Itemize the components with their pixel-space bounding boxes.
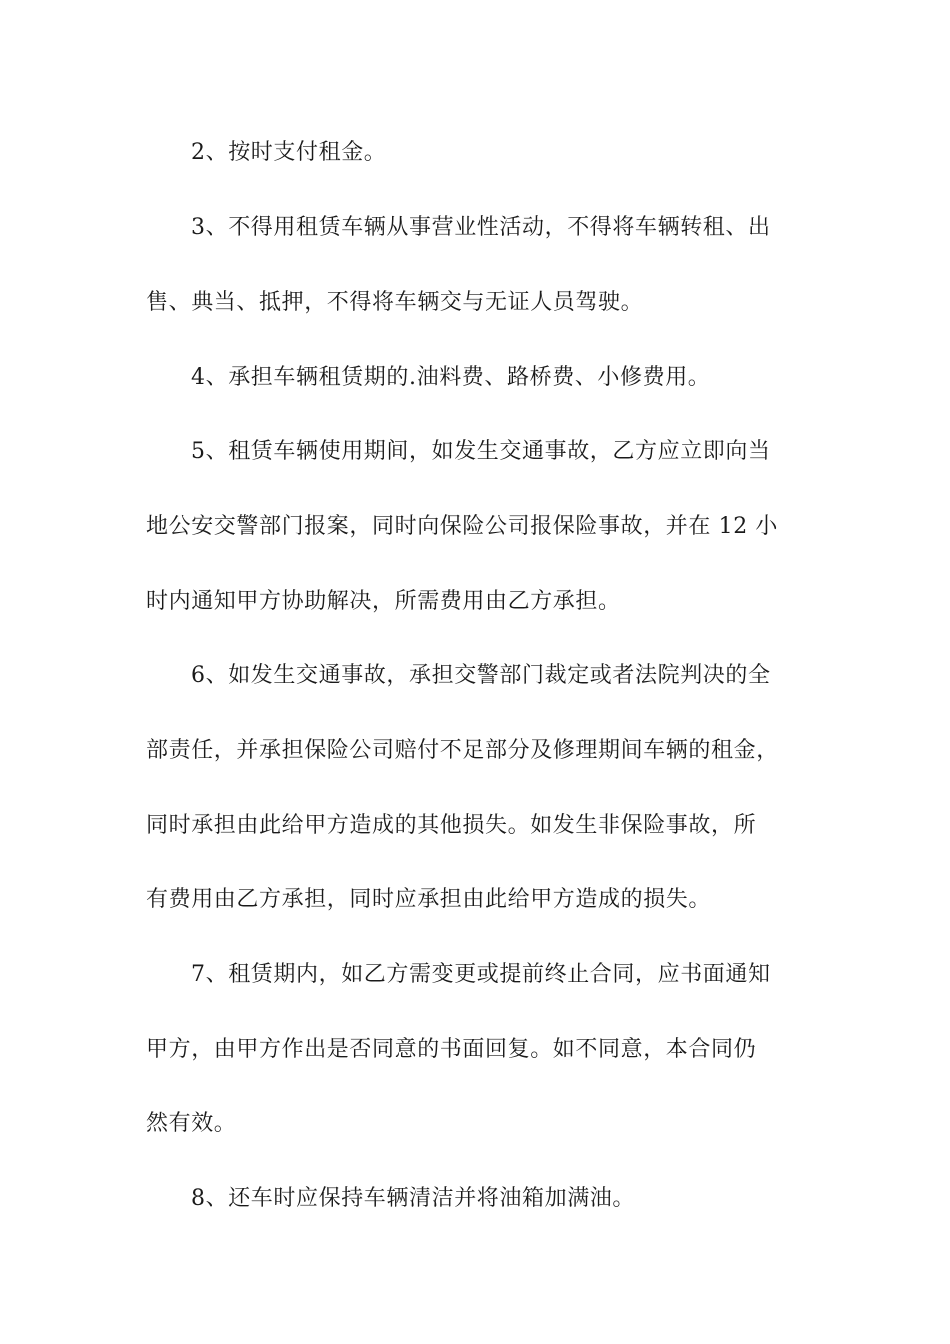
clause-6-line-4: 有费用由乙方承担，同时应承担由此给甲方造成的损失。: [146, 887, 712, 912]
clause-6-line-2: 部责任，并承担保险公司赔付不足部分及修理期间车辆的租金，: [146, 738, 779, 763]
clause-7-line-3: 然有效。: [146, 1111, 237, 1136]
clause-8-line-1: 8、还车时应保持车辆清洁并将油箱加满油。: [191, 1186, 635, 1211]
clause-5-line-1: 5、租赁车辆使用期间，如发生交通事故，乙方应立即向当: [191, 439, 771, 464]
clause-7-line-2: 甲方，由甲方作出是否同意的书面回复。如不同意，本合同仍: [146, 1037, 757, 1062]
clause-5-line-3: 时内通知甲方协助解决，所需费用由乙方承担。: [146, 589, 621, 614]
clause-3-line-2: 售、典当、抵押，不得将车辆交与无证人员驾驶。: [146, 290, 644, 315]
clause-6-line-3: 同时承担由此给甲方造成的其他损失。如发生非保险事故，所: [146, 813, 757, 838]
clause-3-line-1: 3、不得用租赁车辆从事营业性活动，不得将车辆转租、出: [191, 215, 771, 240]
clause-2-line-1: 2、按时支付租金。: [191, 140, 387, 165]
clause-5-line-2: 地公安交警部门报案，同时向保险公司报保险事故，并在 12 小: [146, 514, 778, 539]
clause-6-line-1: 6、如发生交通事故，承担交警部门裁定或者法院判决的全: [191, 663, 771, 688]
clause-7-line-1: 7、租赁期内，如乙方需变更或提前终止合同，应书面通知: [191, 962, 771, 987]
clause-4-line-1: 4、承担车辆租赁期的.油料费、路桥费、小修费用。: [191, 365, 711, 390]
